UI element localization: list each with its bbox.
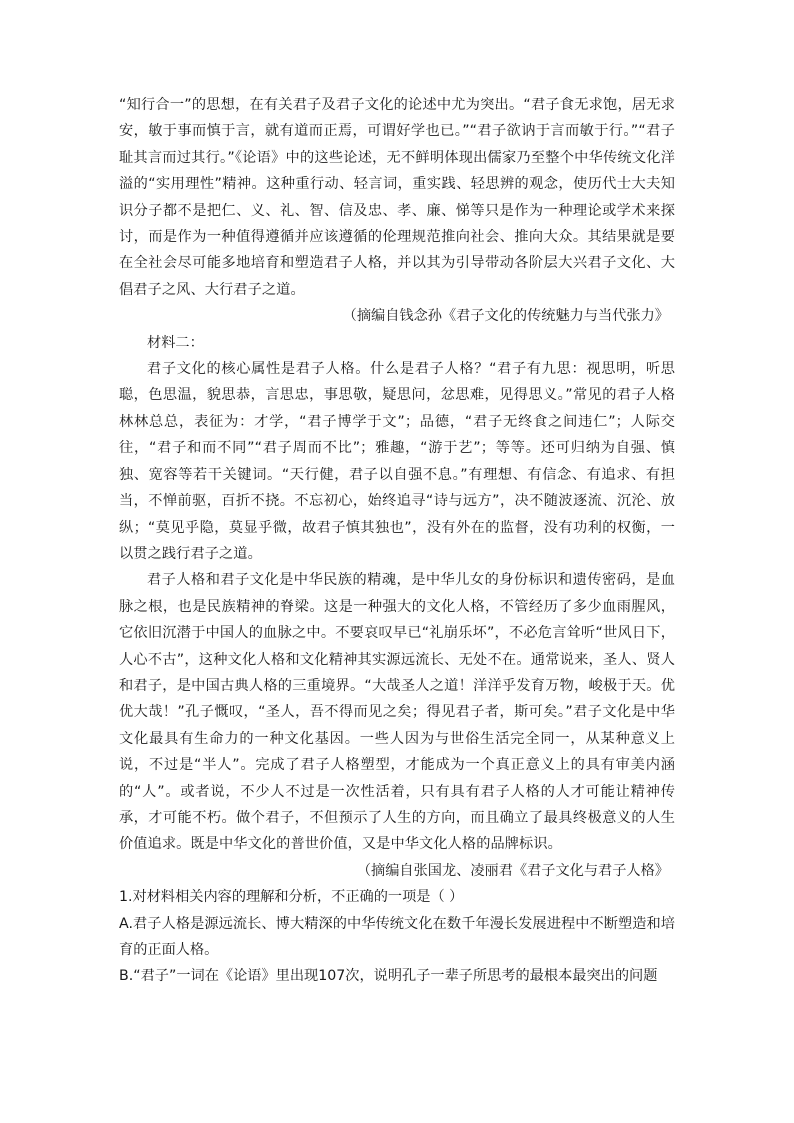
material2-source: （摘编自张国龙、凌丽君《君子文化与君子人格》 [356,862,669,879]
material2-paragraph-1: 君子文化的核心属性是君子人格。什么是君子人格？“君子有九思：视思明，听思聪，色思温，貌思恭，言思忠，事思敬，疑思问，忿思难，见得思义。”常见的君子人格林林总总，表征为：才学，“君子博学于文”；品德，“君子无终食之间违仁”；人际交往，“君子和而不同”“君子周而不比”；雅趣，“游于艺”；等等。还可归纳为自强、慎独、宽容等若干关键词。“天行健，君子以自强不息。”有理想、有信念、有追求、有担当，不惮前驱，百折不挠。不忘初心，始终追寻“诗与远方”，决不随波逐流、沉沦、放纵；“莫见乎隐，莫显乎微，故君子慎其独也”，没有外在的监督，没有功利的权衡，一以贯之践行君子之道。 [119,361,675,562]
material2-paragraph-2: 君子人格和君子文化是中华民族的精魂，是中华儿女的身份标识和遗传密码，是血脉之根，也是民族精神的脊梁。这是一种强大的文化人格，不管经历了多少血雨腥风，它依旧沉潜于中国人的血脉之中。不要哀叹早已“礼崩乐坏”，不必危言耸听“世风日下，人心不古”，这种文化人格和文化精神其实源远流长、无处不在。通常说来，圣人、贤人和君子，是中国古典人格的三重境界。“大哉圣人之道！洋洋乎发育万物，峻极于天。优优大哉！”孔子慨叹，“圣人，吾不得而见之矣；得见君子者，斯可矣。”君子文化是中华文化最具有生命力的一种文化基因。一些人因为与世俗生活完全同一，从某种意义上说，不过是“半人”。完成了君子人格塑型，才能成为一个真正意义上的具有审美内涵的“人”。或者说，不少人不过是一次性活着，只有具有君子人格的人才可能让精神传承，才可能不朽。做个君子，不但预示了人生的方向，而且确立了最具终极意义的人生价值追求。既是中华文化的普世价值，又是中华文化人格的品牌标识。 [119,572,675,853]
material1-continued-paragraph: “知行合一”的思想，在有关君子及君子文化的论述中尤为突出。“君子食无求饱，居无求安，敏于事而慎于言，就有道而正焉，可谓好学也已。”“君子欲讷于言而敏于行。”“君子耻其言而过其行。”《论语》中的这些论述，无不鲜明体现出儒家乃至整个中华传统文化洋溢的“实用理性”精神。这种重行动、轻言词，重实践、轻思辨的观念，使历代士大夫知识分子都不是把仁、义、礼、智、信及忠、孝、廉、悌等只是作为一种理论或学术来探讨，而是作为一种值得遵循并应该遵循的伦理规范推向社会、推向大众。其结果就是要在全社会尽可能多地培育和塑造君子人格，并以其为引导带动各阶层大兴君子文化、大倡君子之风、大行君子之道。 [119,97,675,298]
question-1-stem: 1.对材料相关内容的理解和分析，不正确的一项是（ ） [119,889,464,906]
question-1-option-b: B.“君子”一词在《论语》里出现107次，说明孔子一辈子所思考的最根本最突出的问题 [119,968,658,985]
material1-source: （摘编自钱念孙《君子文化的传统魅力与当代张力》 [342,308,669,325]
document-page [119,92,675,990]
question-1-option-a: A.君子人格是源远流长、博大精深的中华传统文化在数千年漫长发展进程中不断塑造和培育的正面人格。 [119,915,675,958]
material2-heading: 材料二： [147,334,204,351]
